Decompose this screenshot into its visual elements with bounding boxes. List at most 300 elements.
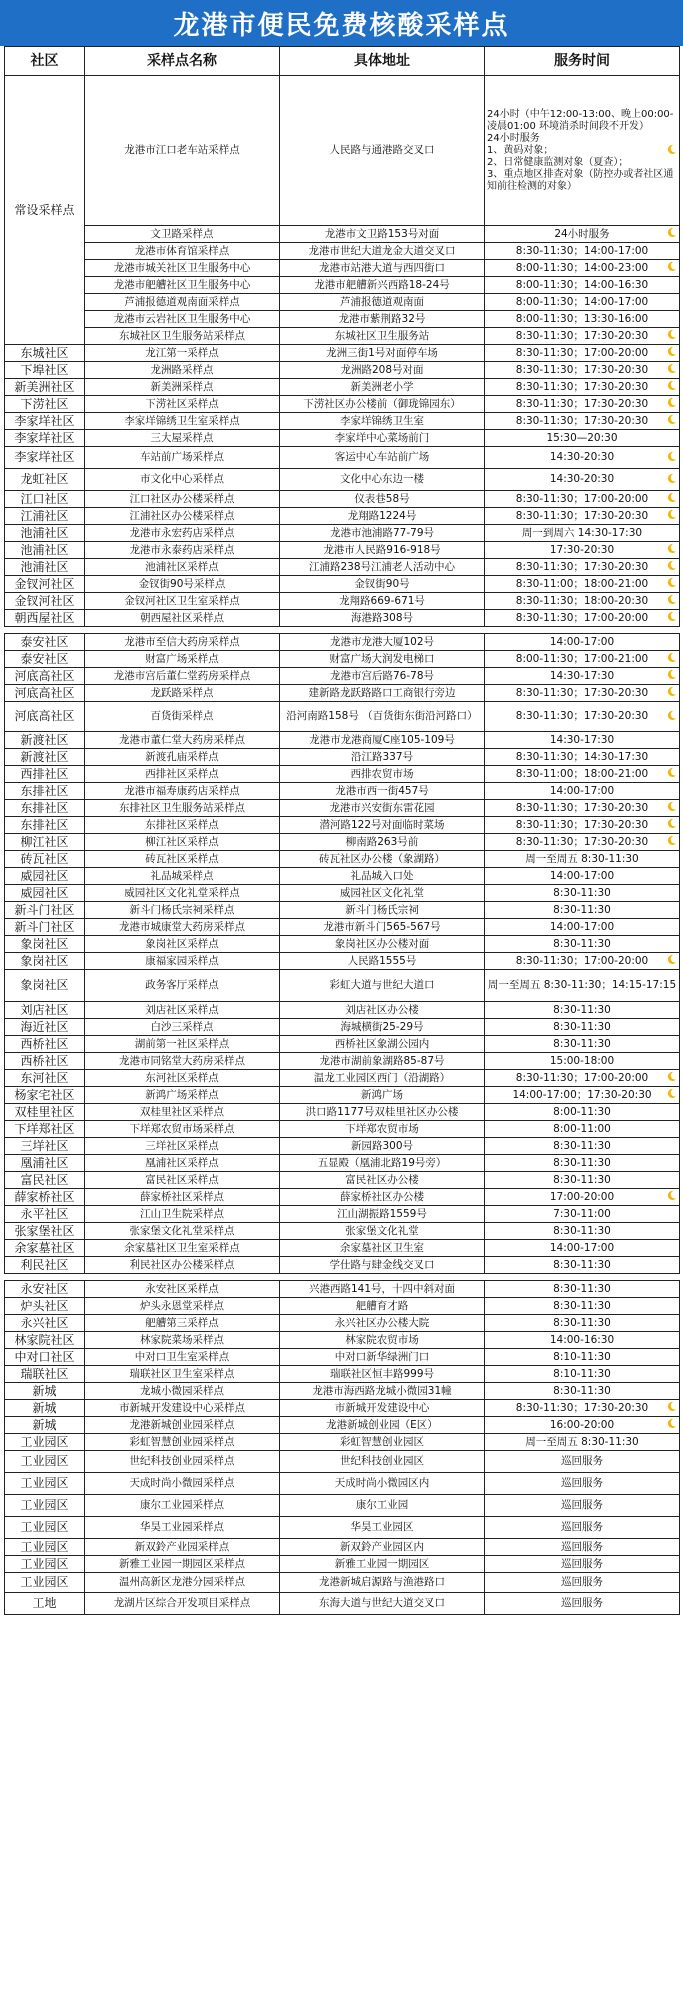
moon-icon bbox=[666, 1088, 677, 1099]
address-cell: 永兴社区办公楼大院 bbox=[280, 1315, 485, 1332]
table-row bbox=[5, 525, 680, 542]
site-name-cell: 龙港市至信大药房采样点 bbox=[85, 634, 280, 651]
site-name-cell: 象岗社区采样点 bbox=[85, 936, 280, 953]
community-cell: 新渡社区 bbox=[5, 749, 85, 766]
table-row bbox=[5, 328, 680, 345]
service-time-cell: 14:00-17:00 bbox=[485, 1240, 680, 1257]
address-cell: 海城横街25-29号 bbox=[280, 1019, 485, 1036]
table-row bbox=[5, 1155, 680, 1172]
address-cell: 新斗门杨氏宗祠 bbox=[280, 902, 485, 919]
community-cell: 新城 bbox=[5, 1417, 85, 1434]
service-time-cell: 14:30-17:30 bbox=[485, 668, 680, 685]
table-row bbox=[5, 1349, 680, 1366]
service-time-cell: 8:30-11:30；17:00-20:00 bbox=[485, 345, 680, 362]
site-name-cell: 新双鈴产业园采样点 bbox=[85, 1539, 280, 1556]
community-cell: 工业园区 bbox=[5, 1495, 85, 1517]
address-cell: 龙洲三街1号对面停车场 bbox=[280, 345, 485, 362]
service-time-cell: 8:30-11:30 bbox=[485, 1019, 680, 1036]
table-row bbox=[5, 885, 680, 902]
community-cell: 江口社区 bbox=[5, 491, 85, 508]
service-time-cell: 8:10-11:30 bbox=[485, 1349, 680, 1366]
site-name-cell: 百货街采样点 bbox=[85, 702, 280, 732]
table-row bbox=[5, 1053, 680, 1070]
site-name-cell: 龙港市永宏药店采样点 bbox=[85, 525, 280, 542]
address-cell: 文化中心东边一楼 bbox=[280, 469, 485, 491]
table-row bbox=[5, 430, 680, 447]
address-cell: 兴港西路141号，十四中斜对面 bbox=[280, 1281, 485, 1298]
service-time-cell: 8:30-11:30；17:30-20:30 bbox=[485, 702, 680, 732]
service-time-cell: 8:30-11:30 bbox=[485, 1315, 680, 1332]
table-row bbox=[5, 1281, 680, 1298]
table-row bbox=[5, 1172, 680, 1189]
service-time-cell: 8:30-11:30；14:30-17:30 bbox=[485, 749, 680, 766]
site-name-cell: 刘店社区采样点 bbox=[85, 1002, 280, 1019]
community-cell: 金钗河社区 bbox=[5, 593, 85, 610]
service-time-cell: 8:30-11:30；17:30-20:30 bbox=[485, 1400, 680, 1417]
service-time-cell: 8:30-11:30；17:30-20:30 bbox=[485, 362, 680, 379]
table-row bbox=[5, 1556, 680, 1573]
service-time-cell: 8:30-11:00；18:00-21:00 bbox=[485, 766, 680, 783]
address-cell: 新美洲老小学 bbox=[280, 379, 485, 396]
community-cell: 朝西屋社区 bbox=[5, 610, 85, 627]
site-name-cell: 白沙三采样点 bbox=[85, 1019, 280, 1036]
header-site-name: 采样点名称 bbox=[85, 47, 280, 76]
community-cell: 象岗社区 bbox=[5, 953, 85, 970]
site-name-cell: 龙港市江口老车站采样点 bbox=[85, 76, 280, 226]
community-cell: 永平社区 bbox=[5, 1206, 85, 1223]
table-row bbox=[5, 559, 680, 576]
table-row bbox=[5, 702, 680, 732]
community-cell: 新斗门社区 bbox=[5, 919, 85, 936]
community-cell: 李家垟社区 bbox=[5, 447, 85, 469]
service-time-cell: 8:30-11:30 bbox=[485, 1383, 680, 1400]
site-name-cell: 下涝社区采样点 bbox=[85, 396, 280, 413]
table-row bbox=[5, 1495, 680, 1517]
community-cell: 工业园区 bbox=[5, 1434, 85, 1451]
address-cell: 龙港市龙港大厦102号 bbox=[280, 634, 485, 651]
community-cell: 河底高社区 bbox=[5, 668, 85, 685]
table-row bbox=[5, 1002, 680, 1019]
address-cell: 东海大道与世纪大道交叉口 bbox=[280, 1593, 485, 1615]
address-cell: 西排农贸市场 bbox=[280, 766, 485, 783]
address-cell: 林家院农贸市场 bbox=[280, 1332, 485, 1349]
site-name-cell: 龙港市云岩社区卫生服务中心 bbox=[85, 311, 280, 328]
service-time-cell: 8:30-11:30；17:00-20:00 bbox=[485, 610, 680, 627]
address-cell: 砖瓦社区办公楼（象湖路） bbox=[280, 851, 485, 868]
table-row bbox=[5, 851, 680, 868]
service-time-cell: 巡回服务 bbox=[485, 1556, 680, 1573]
service-time-cell: 8:30-11:30 bbox=[485, 1002, 680, 1019]
site-name-cell: 龙港新城创业园采样点 bbox=[85, 1417, 280, 1434]
site-name-cell: 龙港市董仁堂大药房采样点 bbox=[85, 732, 280, 749]
community-cell: 张家堡社区 bbox=[5, 1223, 85, 1240]
service-time-line: 24小时服务 bbox=[487, 132, 540, 144]
table-row bbox=[5, 766, 680, 783]
table-row bbox=[5, 447, 680, 469]
address-cell: 财富广场大润发电梯口 bbox=[280, 651, 485, 668]
community-cell: 工业园区 bbox=[5, 1451, 85, 1473]
community-cell: 柳江社区 bbox=[5, 834, 85, 851]
site-name-cell: 市文化中心采样点 bbox=[85, 469, 280, 491]
service-time-cell: 8:30-11:30；17:30-20:30 bbox=[485, 328, 680, 345]
community-cell: 金钗河社区 bbox=[5, 576, 85, 593]
moon-icon bbox=[666, 652, 677, 663]
moon-icon bbox=[666, 1190, 677, 1201]
table-row bbox=[5, 1206, 680, 1223]
service-time-cell: 8:30-11:30 bbox=[485, 936, 680, 953]
community-cell: 河底高社区 bbox=[5, 685, 85, 702]
table-row bbox=[5, 294, 680, 311]
site-name-cell: 东城社区卫生服务站采样点 bbox=[85, 328, 280, 345]
site-name-cell: 中对口卫生室采样点 bbox=[85, 1349, 280, 1366]
service-time-cell: 8:30-11:30 bbox=[485, 1223, 680, 1240]
community-cell: 象岗社区 bbox=[5, 936, 85, 953]
address-cell: 李家垟中心菜场前门 bbox=[280, 430, 485, 447]
community-cell: 池浦社区 bbox=[5, 542, 85, 559]
service-time-cell: 8:30-11:30；17:00-20:00 bbox=[485, 1070, 680, 1087]
sampling-sites-table bbox=[4, 46, 680, 1615]
site-name-cell: 三垟社区采样点 bbox=[85, 1138, 280, 1155]
address-cell: 学仕路与肆金线交叉口 bbox=[280, 1257, 485, 1274]
address-cell: 象岗社区办公楼对面 bbox=[280, 936, 485, 953]
address-cell: 龙翔路1224号 bbox=[280, 508, 485, 525]
table-row bbox=[5, 970, 680, 1002]
address-cell: 龙港市世纪大道龙金大道交叉口 bbox=[280, 243, 485, 260]
community-cell: 泰安社区 bbox=[5, 651, 85, 668]
moon-icon bbox=[666, 473, 677, 484]
service-time-cell: 8:30-11:30；17:30-20:30 bbox=[485, 413, 680, 430]
table-row bbox=[5, 226, 680, 243]
site-name-cell: 龙港市福寿康药店采样点 bbox=[85, 783, 280, 800]
service-time-cell: 8:30-11:30；17:30-20:30 bbox=[485, 396, 680, 413]
address-cell: 柳南路263号前 bbox=[280, 834, 485, 851]
community-cell: 下埠社区 bbox=[5, 362, 85, 379]
moon-icon bbox=[666, 710, 677, 721]
service-time-cell: 8:30-11:30 bbox=[485, 1155, 680, 1172]
address-cell: 龙港新城启源路与渔港路口 bbox=[280, 1573, 485, 1593]
table-row bbox=[5, 749, 680, 766]
address-cell: 龙港市舥艚新兴西路18-24号 bbox=[280, 277, 485, 294]
site-name-cell: 凰浦社区采样点 bbox=[85, 1155, 280, 1172]
site-name-cell: 龙港市宫后董仁堂药房采样点 bbox=[85, 668, 280, 685]
table-row bbox=[5, 413, 680, 430]
service-time-cell: 巡回服务 bbox=[485, 1573, 680, 1593]
table-header-row bbox=[5, 47, 680, 76]
table-row bbox=[5, 800, 680, 817]
moon-icon bbox=[666, 611, 677, 622]
community-cell: 象岗社区 bbox=[5, 970, 85, 1002]
address-cell: 江浦路238号江浦老人活动中心 bbox=[280, 559, 485, 576]
table-row bbox=[5, 1434, 680, 1451]
service-time-cell: 14:00-17:00；17:30-20:30 bbox=[485, 1087, 680, 1104]
service-time-cell: 8:00-11:30；14:00-17:00 bbox=[485, 294, 680, 311]
site-name-cell: 世纪科技创业园采样点 bbox=[85, 1451, 280, 1473]
address-cell: 彩虹大道与世纪大道口 bbox=[280, 970, 485, 1002]
address-cell: 下涝社区办公楼前（御珑锦园东） bbox=[280, 396, 485, 413]
site-name-cell: 政务客厅采样点 bbox=[85, 970, 280, 1002]
address-cell: 富民社区办公楼 bbox=[280, 1172, 485, 1189]
service-time-cell: 8:10-11:30 bbox=[485, 1366, 680, 1383]
site-name-cell: 龙港市永泰药店采样点 bbox=[85, 542, 280, 559]
service-time-cell: 8:00-11:00 bbox=[485, 1121, 680, 1138]
address-cell: 龙港市站港大道与西四街口 bbox=[280, 260, 485, 277]
service-time-cell: 8:00-11:30；14:00-23:00 bbox=[485, 260, 680, 277]
site-name-cell: 龙港市舥艚社区卫生服务中心 bbox=[85, 277, 280, 294]
community-cell: 池浦社区 bbox=[5, 559, 85, 576]
community-cell: 东排社区 bbox=[5, 783, 85, 800]
address-cell: 西桥社区象湖公园内 bbox=[280, 1036, 485, 1053]
site-name-cell: 新美洲采样点 bbox=[85, 379, 280, 396]
community-cell: 余家墓社区 bbox=[5, 1240, 85, 1257]
service-time-cell: 8:00-11:30；14:00-16:30 bbox=[485, 277, 680, 294]
page-title: 龙港市便民免费核酸采样点 bbox=[0, 0, 683, 46]
site-name-cell: 朝西屋社区采样点 bbox=[85, 610, 280, 627]
group-spacer bbox=[5, 1274, 680, 1281]
address-cell: 人民路1555号 bbox=[280, 953, 485, 970]
table-row bbox=[5, 1366, 680, 1383]
site-name-cell: 天成时尚小微园采样点 bbox=[85, 1473, 280, 1495]
moon-icon bbox=[666, 767, 677, 778]
address-cell: 龙翔路669-671号 bbox=[280, 593, 485, 610]
table-row bbox=[5, 1332, 680, 1349]
community-cell: 砖瓦社区 bbox=[5, 851, 85, 868]
service-time-cell: 8:30-11:30；17:30-20:30 bbox=[485, 800, 680, 817]
table-row bbox=[5, 1473, 680, 1495]
header-community: 社区 bbox=[5, 47, 85, 76]
community-cell: 永兴社区 bbox=[5, 1315, 85, 1332]
community-cell: 西桥社区 bbox=[5, 1053, 85, 1070]
community-cell: 新渡社区 bbox=[5, 732, 85, 749]
table-row bbox=[5, 936, 680, 953]
moon-icon bbox=[666, 346, 677, 357]
address-cell: 新双鈴产业园区内 bbox=[280, 1539, 485, 1556]
site-name-cell: 余家墓社区卫生室采样点 bbox=[85, 1240, 280, 1257]
site-name-cell: 康福家园采样点 bbox=[85, 953, 280, 970]
site-name-cell: 砖瓦社区采样点 bbox=[85, 851, 280, 868]
address-cell: 龙港市宫后路76-78号 bbox=[280, 668, 485, 685]
address-cell: 天成时尚小微园区内 bbox=[280, 1473, 485, 1495]
site-name-cell: 新斗门杨氏宗祠采样点 bbox=[85, 902, 280, 919]
site-name-cell: 张家堡文化礼堂采样点 bbox=[85, 1223, 280, 1240]
site-name-cell: 新鸿广场采样点 bbox=[85, 1087, 280, 1104]
site-name-cell: 永安社区采样点 bbox=[85, 1281, 280, 1298]
address-cell: 龙港市西一街457号 bbox=[280, 783, 485, 800]
table-row bbox=[5, 576, 680, 593]
site-name-cell: 三大屋采样点 bbox=[85, 430, 280, 447]
site-name-cell: 西排社区采样点 bbox=[85, 766, 280, 783]
moon-icon bbox=[666, 414, 677, 425]
site-name-cell: 龙江第一采样点 bbox=[85, 345, 280, 362]
service-time-cell: 周一至周五 8:30-11:30 bbox=[485, 851, 680, 868]
service-time-cell: 8:30-11:30；18:00-20:30 bbox=[485, 593, 680, 610]
community-cell: 工业园区 bbox=[5, 1573, 85, 1593]
community-cell: 中对口社区 bbox=[5, 1349, 85, 1366]
table-row bbox=[5, 379, 680, 396]
moon-icon bbox=[666, 144, 677, 155]
address-cell: 瑞联社区恒丰路999号 bbox=[280, 1366, 485, 1383]
address-cell: 龙港市海西路龙城小微园31幢 bbox=[280, 1383, 485, 1400]
community-cell: 工业园区 bbox=[5, 1556, 85, 1573]
table-row bbox=[5, 1451, 680, 1473]
service-time-cell: 8:00-11:30 bbox=[485, 1104, 680, 1121]
address-cell: 华昊工业园区 bbox=[280, 1517, 485, 1539]
table-row bbox=[5, 1573, 680, 1593]
table-row bbox=[5, 732, 680, 749]
address-cell: 人民路与通港路交叉口 bbox=[280, 76, 485, 226]
community-cell: 瑞联社区 bbox=[5, 1366, 85, 1383]
table-row bbox=[5, 1087, 680, 1104]
site-name-cell: 龙城小微园采样点 bbox=[85, 1383, 280, 1400]
community-cell: 江浦社区 bbox=[5, 508, 85, 525]
community-cell: 东排社区 bbox=[5, 817, 85, 834]
service-time-cell: 8:30-11:30；17:30-20:30 bbox=[485, 559, 680, 576]
service-time-cell: 17:30-20:30 bbox=[485, 542, 680, 559]
service-time-cell: 8:30-11:30；17:30-20:30 bbox=[485, 834, 680, 851]
address-cell: 金钗街90号 bbox=[280, 576, 485, 593]
table-body bbox=[5, 76, 680, 1615]
address-cell: 沿河南路158号 （百货街东街沿河路口） bbox=[280, 702, 485, 732]
table-row bbox=[5, 953, 680, 970]
address-cell: 新雅工业园一期园区 bbox=[280, 1556, 485, 1573]
table-row bbox=[5, 1539, 680, 1556]
community-cell: 常设采样点 bbox=[5, 76, 85, 345]
table-row bbox=[5, 277, 680, 294]
header-service-time: 服务时间 bbox=[485, 47, 680, 76]
table-row bbox=[5, 1383, 680, 1400]
service-time-line: 24小时（中午12:00-13:00、晚上00:00-凌晨01:00 环境消杀时间段不开发） bbox=[487, 108, 674, 132]
service-time-cell: 15:00-18:00 bbox=[485, 1053, 680, 1070]
address-cell: 威园社区文化礼堂 bbox=[280, 885, 485, 902]
service-time-cell: 8:00-11:30；13:30-16:00 bbox=[485, 311, 680, 328]
address-cell: 龙港市池浦路77-79号 bbox=[280, 525, 485, 542]
community-cell: 新斗门社区 bbox=[5, 902, 85, 919]
service-time-cell: 巡回服务 bbox=[485, 1517, 680, 1539]
site-name-cell: 威园社区文化礼堂采样点 bbox=[85, 885, 280, 902]
site-name-cell: 新雅工业园一期园区采样点 bbox=[85, 1556, 280, 1573]
service-time-cell bbox=[485, 76, 680, 226]
table-row bbox=[5, 1593, 680, 1615]
community-cell: 威园社区 bbox=[5, 868, 85, 885]
service-time-cell: 8:30-11:30 bbox=[485, 1172, 680, 1189]
address-cell: 余家墓社区卫生室 bbox=[280, 1240, 485, 1257]
service-time-cell: 8:30-11:30 bbox=[485, 1036, 680, 1053]
community-cell: 下垟郑社区 bbox=[5, 1121, 85, 1138]
service-time-cell: 周一至周五 8:30-11:30 bbox=[485, 1434, 680, 1451]
address-cell: 礼品城入口处 bbox=[280, 868, 485, 885]
service-time-cell: 8:30-11:30；17:00-20:00 bbox=[485, 491, 680, 508]
service-time-cell: 8:00-11:30；17:00-21:00 bbox=[485, 651, 680, 668]
moon-icon bbox=[666, 363, 677, 374]
address-cell: 龙港市湖前象湖路85-87号 bbox=[280, 1053, 485, 1070]
table-row bbox=[5, 902, 680, 919]
address-cell: 洪口路1177号双桂里社区办公楼 bbox=[280, 1104, 485, 1121]
community-cell: 东排社区 bbox=[5, 800, 85, 817]
site-name-cell: 龙港市同铭堂大药房采样点 bbox=[85, 1053, 280, 1070]
service-time-cell: 8:30-11:30 bbox=[485, 1281, 680, 1298]
site-name-cell: 财富广场采样点 bbox=[85, 651, 280, 668]
site-name-cell: 瑞联社区卫生室采样点 bbox=[85, 1366, 280, 1383]
site-name-cell: 李家垟锦绣卫生室采样点 bbox=[85, 413, 280, 430]
service-time-cell: 14:30-20:30 bbox=[485, 447, 680, 469]
community-cell: 新城 bbox=[5, 1383, 85, 1400]
moon-icon bbox=[666, 560, 677, 571]
table-row bbox=[5, 1223, 680, 1240]
table-row bbox=[5, 542, 680, 559]
site-name-cell: 舥艚第三采样点 bbox=[85, 1315, 280, 1332]
community-cell: 薛家桥社区 bbox=[5, 1189, 85, 1206]
table-row bbox=[5, 593, 680, 610]
site-name-cell: 富民社区采样点 bbox=[85, 1172, 280, 1189]
table-row bbox=[5, 1189, 680, 1206]
address-cell: 芦浦报德道观南面 bbox=[280, 294, 485, 311]
table-row bbox=[5, 1298, 680, 1315]
table-row bbox=[5, 76, 680, 226]
site-name-cell: 龙港市城康堂大药房采样点 bbox=[85, 919, 280, 936]
address-cell: 龙港市兴安街东雷花园 bbox=[280, 800, 485, 817]
site-name-cell: 车站前广场采样点 bbox=[85, 447, 280, 469]
table-row bbox=[5, 1400, 680, 1417]
site-name-cell: 江山卫生院采样点 bbox=[85, 1206, 280, 1223]
table-row bbox=[5, 817, 680, 834]
community-cell: 李家垟社区 bbox=[5, 413, 85, 430]
service-time-cell: 8:30-11:30 bbox=[485, 1138, 680, 1155]
address-cell: 薛家桥社区办公楼 bbox=[280, 1189, 485, 1206]
moon-icon bbox=[666, 543, 677, 554]
table-row bbox=[5, 610, 680, 627]
address-cell: 新园路300号 bbox=[280, 1138, 485, 1155]
service-time-cell: 14:00-17:00 bbox=[485, 783, 680, 800]
table-row bbox=[5, 1315, 680, 1332]
service-time-cell: 16:00-20:00 bbox=[485, 1417, 680, 1434]
community-cell: 双桂里社区 bbox=[5, 1104, 85, 1121]
address-cell: 彩虹智慧创业园区 bbox=[280, 1434, 485, 1451]
address-cell: 龙港市龙港商厦C座105-109号 bbox=[280, 732, 485, 749]
community-cell: 河底高社区 bbox=[5, 702, 85, 732]
table-row bbox=[5, 396, 680, 413]
address-cell: 舥艚育才路 bbox=[280, 1298, 485, 1315]
address-cell: 温龙工业园区西门（沿湖路） bbox=[280, 1070, 485, 1087]
service-time-cell: 17:00-20:00 bbox=[485, 1189, 680, 1206]
moon-icon bbox=[666, 1401, 677, 1412]
service-time-cell: 14:00-17:00 bbox=[485, 634, 680, 651]
moon-icon bbox=[666, 509, 677, 520]
service-time-cell: 7:30-11:00 bbox=[485, 1206, 680, 1223]
service-time-cell: 周一到周六 14:30-17:30 bbox=[485, 525, 680, 542]
table-row bbox=[5, 1121, 680, 1138]
moon-icon bbox=[666, 594, 677, 605]
site-name-cell: 礼品城采样点 bbox=[85, 868, 280, 885]
service-time-cell: 15:30—20:30 bbox=[485, 430, 680, 447]
community-cell: 三垟社区 bbox=[5, 1138, 85, 1155]
service-time-cell: 8:30-11:30；17:30-20:30 bbox=[485, 817, 680, 834]
table-row bbox=[5, 345, 680, 362]
group-spacer bbox=[5, 627, 680, 634]
service-time-cell: 巡回服务 bbox=[485, 1593, 680, 1615]
table-row bbox=[5, 634, 680, 651]
table-row bbox=[5, 1138, 680, 1155]
site-name-cell: 市新城开发建设中心采样点 bbox=[85, 1400, 280, 1417]
community-cell: 池浦社区 bbox=[5, 525, 85, 542]
address-cell: 龙洲路208号对面 bbox=[280, 362, 485, 379]
community-cell: 刘店社区 bbox=[5, 1002, 85, 1019]
community-cell: 凰浦社区 bbox=[5, 1155, 85, 1172]
service-time-cell: 14:30-20:30 bbox=[485, 469, 680, 491]
community-cell: 永安社区 bbox=[5, 1281, 85, 1298]
community-cell: 新美洲社区 bbox=[5, 379, 85, 396]
address-cell: 张家堡文化礼堂 bbox=[280, 1223, 485, 1240]
site-name-cell: 金钗街90号采样点 bbox=[85, 576, 280, 593]
table-row bbox=[5, 1417, 680, 1434]
